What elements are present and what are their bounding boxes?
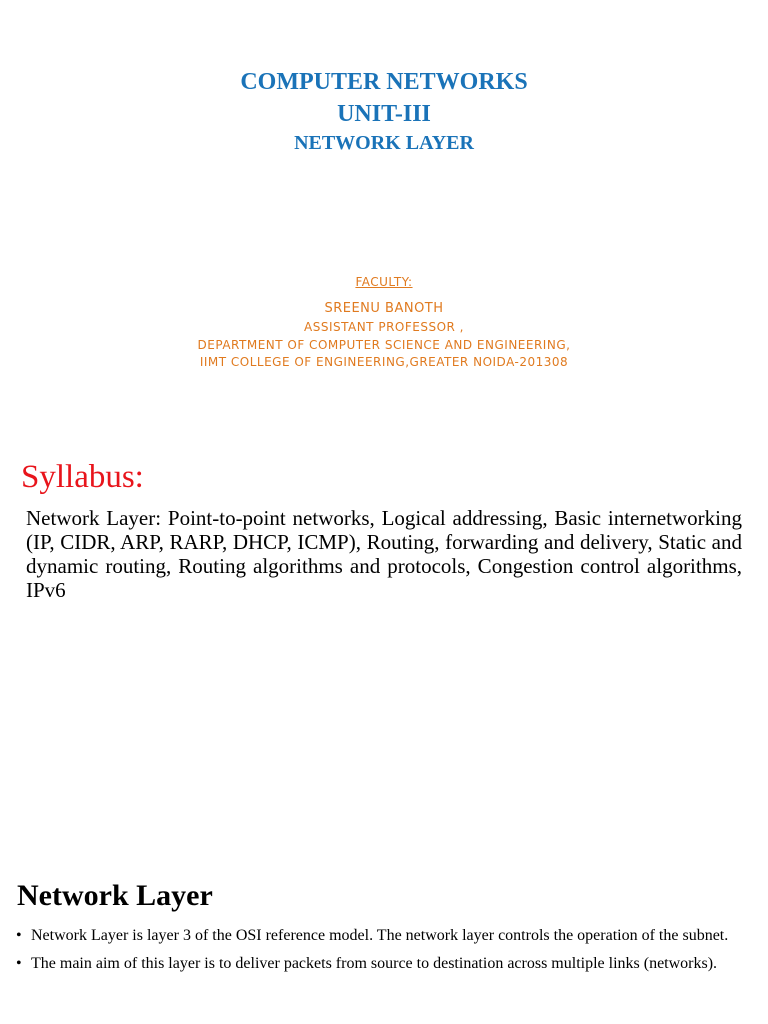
network-layer-heading: Network Layer <box>17 879 213 912</box>
list-item <box>14 955 751 973</box>
topic-title: NETWORK LAYER <box>294 132 474 154</box>
faculty-role: ASSISTANT PROFESSOR , <box>304 320 464 334</box>
unit-title: UNIT-III <box>337 101 431 127</box>
title-slide <box>0 0 768 430</box>
course-title: COMPUTER NETWORKS <box>240 69 528 95</box>
bullet-icon: • <box>16 955 22 972</box>
bullet-icon: • <box>16 927 22 944</box>
point-text: Network Layer is layer 3 of the OSI reference model. The network layer controls the operation of the subnet. <box>31 927 729 944</box>
syllabus-body: Network Layer: Point-to-point networks, Logical addressing, Basic internetworking (IP, CIDR, ARP, RARP, DHCP, ICMP), Routing, forwarding and delivery, Static and dynamic routing, Routing algorithms and protocols, Congestion control algorithms, IPv6 <box>26 506 742 602</box>
point-text: The main aim of this layer is to deliver packets from source to destination across multiple links (networks). <box>31 955 718 972</box>
list-item <box>14 927 751 945</box>
network-layer-points <box>14 927 751 983</box>
faculty-name: SREENU BANOTH <box>324 301 444 316</box>
syllabus-slide <box>0 430 768 860</box>
network-layer-slide <box>0 860 768 1024</box>
faculty-department: DEPARTMENT OF COMPUTER SCIENCE AND ENGINEERING, <box>197 338 571 352</box>
faculty-label: FACULTY: <box>355 275 413 289</box>
faculty-college: IIMT COLLEGE OF ENGINEERING,GREATER NOIDA-201308 <box>199 355 569 369</box>
syllabus-heading: Syllabus: <box>21 459 144 495</box>
